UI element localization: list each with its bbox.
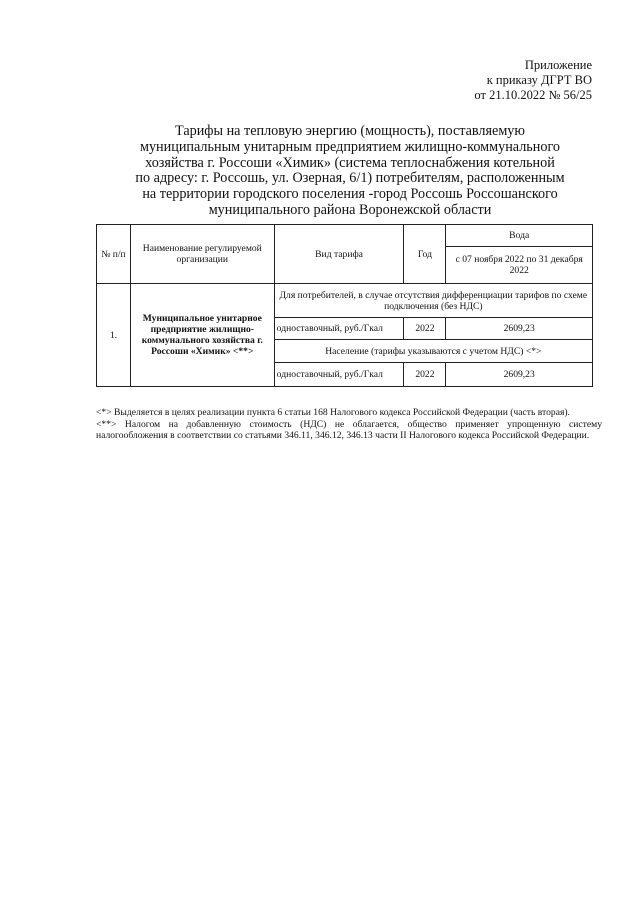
footnote-vat-exempt: <**> Налогом на добавленную стоимость (НДС) не облагается, общество применяет упрощенную систему налогообложения в соответствии со статьями 346.11, 346.12, 346.13 части II Налогового кодекса Российской Федерации.	[96, 418, 602, 441]
tariff-table	[96, 224, 593, 387]
table-row	[97, 284, 593, 318]
document-title	[110, 124, 590, 219]
title-line: по адресу: г. Россошь, ул. Озерная, 6/1) потребителям, расположенным	[135, 170, 565, 187]
header-period: с 07 ноября 2022 по 31 декабря 2022	[446, 247, 593, 284]
tariff-value-cell: 2609,23	[446, 363, 593, 387]
tariff-type-cell: одноставочный, руб./Гкал	[274, 318, 404, 340]
section-population: Население (тарифы указываются с учетом НДС) <*>	[274, 340, 592, 363]
appendix-order-date: от 21.10.2022 № 56/25	[474, 88, 592, 102]
title-line: Тарифы на тепловую энергию (мощность), поставляемую	[175, 123, 525, 139]
appendix-order-ref: к приказу ДГРТ ВО	[486, 73, 592, 87]
tariff-value-cell: 2609,23	[446, 318, 593, 340]
appendix-header	[474, 58, 592, 103]
header-year: Год	[404, 225, 446, 284]
header-num: № п/п	[97, 225, 131, 284]
row-org-name: Муниципальное унитарное предприятие жилищно-коммунального хозяйства г. Россоши «Химик» <**>	[130, 284, 274, 387]
row-num: 1.	[97, 284, 131, 387]
footnotes	[96, 407, 602, 442]
year-cell: 2022	[404, 318, 446, 340]
section-no-differentiation: Для потребителей, в случае отсутствия дифференциации тарифов по схеме подключения (без НДС)	[274, 284, 592, 318]
table-header-row	[97, 225, 593, 247]
year-cell: 2022	[404, 363, 446, 387]
title-line: хозяйства г. Россоши «Химик» (система теплоснабжения котельной	[145, 154, 555, 171]
appendix-label: Приложение	[524, 58, 592, 72]
tariff-type-cell: одноставочный, руб./Гкал	[274, 363, 404, 387]
header-org: Наименование регулируемой организации	[130, 225, 274, 284]
title-line: муниципальным унитарным предприятием жилищно-коммунального	[139, 138, 561, 155]
header-tariff-type: Вид тарифа	[274, 225, 404, 284]
header-water: Вода	[446, 225, 593, 247]
title-line: муниципального района Воронежской области	[208, 201, 492, 218]
footnote-vat-allocation: <*> Выделяется в целях реализации пункта 6 статьи 168 Налогового кодекса Российской Федерации (часть вторая).	[96, 407, 570, 418]
title-line: на территории городского поселения -город Россошь Россошанского	[142, 186, 558, 203]
